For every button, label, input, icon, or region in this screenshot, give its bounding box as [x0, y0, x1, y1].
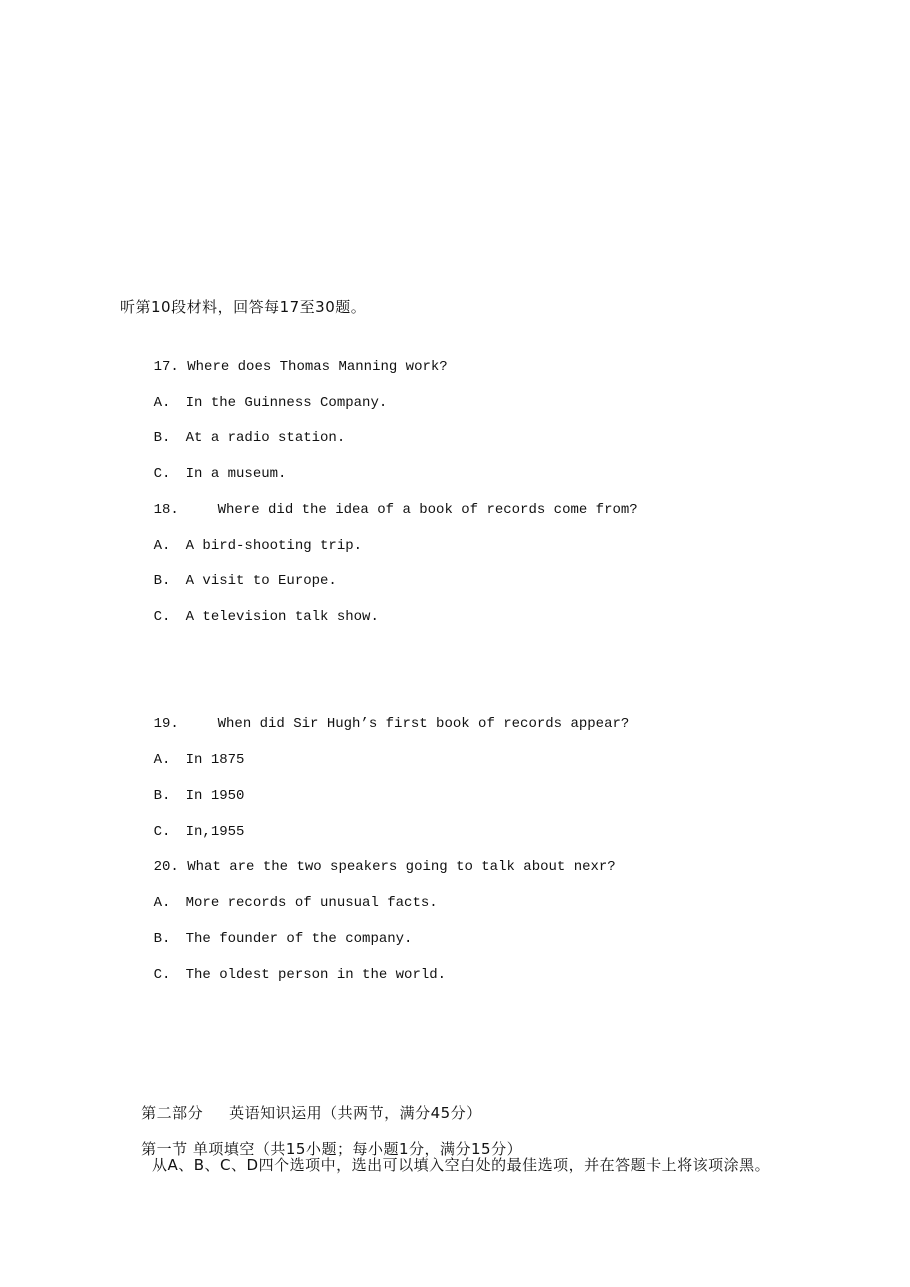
option-text: At a radio station.: [185, 430, 346, 446]
part-two-label: 第二部分: [141, 1104, 204, 1122]
option-19-b: [120, 766, 245, 804]
option-19-a: [120, 730, 245, 768]
instructions: 从A、B、C、D四个选项中，选出可以填入空白处的最佳选项，并在答题卡上将该项涂黑。: [152, 1156, 771, 1174]
option-20-c: [120, 945, 447, 983]
option-17-c: [120, 444, 287, 482]
option-text: The founder of the company.: [185, 931, 413, 947]
option-text: In a museum.: [185, 466, 287, 482]
option-letter: B.: [153, 931, 171, 947]
option-text: A television talk show.: [185, 609, 379, 625]
part-two-heading: [120, 1083, 482, 1122]
option-text: A bird-shooting trip.: [185, 538, 363, 554]
question-text: When did Sir Hugh’s first book of records appear?: [217, 716, 630, 732]
option-letter: A.: [153, 895, 171, 911]
option-19-c: [120, 802, 245, 840]
question-number: 19.: [153, 716, 179, 732]
question-text: Where did the idea of a book of records come from?: [217, 502, 638, 518]
option-18-b: [120, 551, 337, 589]
question-20: [120, 837, 616, 875]
question-17: [120, 337, 448, 375]
question-text: What are the two speakers going to talk about nexr?: [187, 859, 616, 875]
option-text: In 1950: [185, 788, 245, 804]
option-17-a: [120, 373, 388, 411]
question-18: [120, 480, 638, 518]
option-20-a: [120, 873, 438, 911]
option-letter: C.: [153, 967, 171, 983]
option-text: In the Guinness Company.: [185, 395, 388, 411]
option-text: In 1875: [185, 752, 245, 768]
option-letter: C.: [153, 466, 171, 482]
option-18-a: [120, 516, 363, 554]
question-text: Where does Thomas Manning work?: [187, 359, 448, 375]
option-text: The oldest person in the world.: [185, 967, 447, 983]
section-one-label: 第一节: [141, 1140, 188, 1158]
question-number: 18.: [153, 502, 179, 518]
option-letter: C.: [153, 824, 171, 840]
section-intro: 听第10段材料，回答每17至30题。: [120, 298, 367, 316]
option-20-b: [120, 909, 413, 947]
option-letter: A.: [153, 538, 171, 554]
option-letter: B.: [153, 573, 171, 589]
option-text: A visit to Europe.: [185, 573, 337, 589]
option-letter: C.: [153, 609, 171, 625]
option-18-c: [120, 587, 379, 625]
option-letter: B.: [153, 788, 171, 804]
section-one-title: 单项填空（共15小题；每小题1分，满分15分）: [192, 1140, 523, 1158]
question-number: 20.: [153, 859, 179, 875]
question-19: [120, 694, 630, 732]
option-text: More records of unusual facts.: [185, 895, 438, 911]
question-number: 17.: [153, 359, 179, 375]
option-letter: A.: [153, 395, 171, 411]
option-17-b: [120, 408, 346, 446]
option-text: In,1955: [185, 824, 245, 840]
part-two-title: 英语知识运用（共两节，满分45分）: [229, 1104, 482, 1122]
section-one-heading: [120, 1119, 523, 1158]
option-letter: B.: [153, 430, 171, 446]
option-letter: A.: [153, 752, 171, 768]
